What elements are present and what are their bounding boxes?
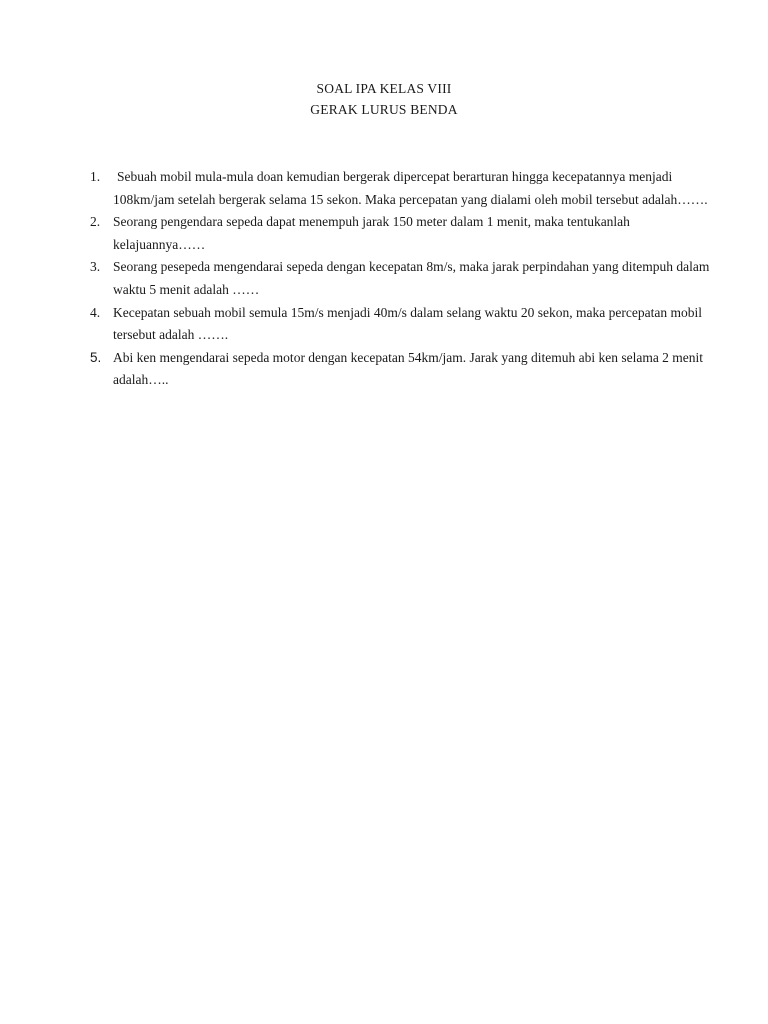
- question-item: [90, 347, 710, 392]
- question-text: Sebuah mobil mula-mula doan kemudian bergerak dipercepat berarturan hingga kecepatannya menjadi 108km/jam setelah bergerak selama 15 sekon. Maka percepatan yang dialami oleh mobil tersebut adalah…….: [113, 169, 708, 207]
- question-item: [90, 302, 710, 347]
- question-text: Abi ken mengendarai sepeda motor dengan kecepatan 54km/jam. Jarak yang ditemuh abi ken selama 2 menit adalah…..: [113, 349, 704, 388]
- question-item: [90, 211, 710, 256]
- question-item: [90, 166, 710, 211]
- title-line-1: SOAL IPA KELAS VIII: [316, 81, 452, 96]
- question-item: [90, 256, 710, 301]
- document-title: [0, 78, 768, 120]
- question-number: 3.: [90, 259, 101, 275]
- question-number: 4.: [90, 304, 101, 320]
- question-list: [90, 166, 710, 392]
- question-number: 5.: [90, 349, 102, 365]
- question-text: Kecepatan sebuah mobil semula 15m/s menjadi 40m/s dalam selang waktu 20 sekon, maka percepatan mobil tersebut adalah …….: [113, 304, 702, 343]
- question-number: 2.: [90, 214, 101, 230]
- question-text: Seorang pesepeda mengendarai sepeda dengan kecepatan 8m/s, maka jarak perpindahan yang ditempuh dalam waktu 5 menit adalah ……: [113, 259, 710, 297]
- question-text: Seorang pengendara sepeda dapat menempuh jarak 150 meter dalam 1 menit, maka tentukanlah kelajuannya……: [113, 214, 630, 252]
- title-line-2: GERAK LURUS BENDA: [310, 102, 458, 117]
- question-number: 1.: [90, 169, 101, 184]
